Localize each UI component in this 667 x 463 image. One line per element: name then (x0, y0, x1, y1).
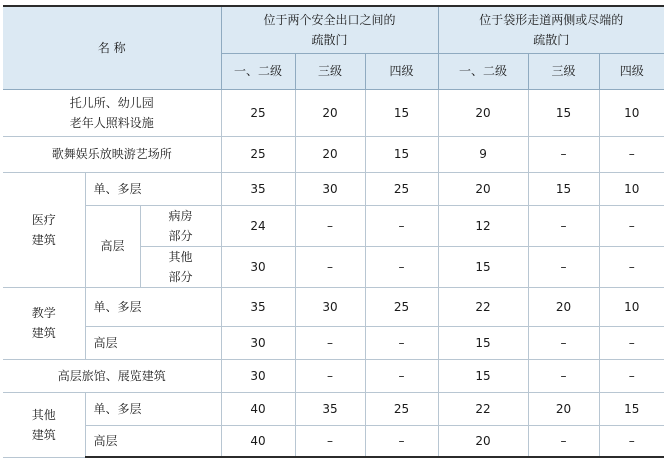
cell: – (528, 326, 599, 359)
cell: – (599, 136, 664, 172)
cell: – (599, 326, 664, 359)
cell: – (295, 246, 365, 287)
table-row (3, 425, 664, 457)
table-row (3, 359, 664, 392)
cell: 25 (365, 172, 438, 205)
evacuation-distance-table (3, 5, 664, 458)
cell: 35 (221, 287, 295, 326)
part-label: 病房 部分 (140, 205, 221, 246)
cell: 25 (221, 89, 295, 136)
cell: 20 (438, 89, 528, 136)
cell: 10 (599, 89, 664, 136)
category-label: 其他 建筑 (3, 392, 85, 457)
cell: 22 (438, 287, 528, 326)
cell: 10 (599, 172, 664, 205)
cell: – (528, 205, 599, 246)
cell: 12 (438, 205, 528, 246)
cell: 15 (599, 392, 664, 425)
table-row (3, 205, 664, 246)
sub-header: 四级 (599, 53, 664, 89)
sub-header: 四级 (365, 53, 438, 89)
subcategory-label: 单、多层 (85, 287, 221, 326)
row-label: 歌舞娱乐放映游艺场所 (3, 136, 221, 172)
row-label: 高层旅馆、展览建筑 (3, 359, 221, 392)
cell: – (599, 205, 664, 246)
cell: 30 (295, 172, 365, 205)
cell: – (599, 425, 664, 457)
cell: 20 (438, 425, 528, 457)
cell: – (295, 326, 365, 359)
cell: – (365, 246, 438, 287)
cell: 20 (295, 136, 365, 172)
cell: 40 (221, 392, 295, 425)
cell: 25 (365, 287, 438, 326)
cell: 10 (599, 287, 664, 326)
cell: – (365, 326, 438, 359)
table-row (3, 172, 664, 205)
cell: – (365, 359, 438, 392)
cell: – (295, 425, 365, 457)
cell: 24 (221, 205, 295, 246)
cell: 30 (221, 359, 295, 392)
cell: 9 (438, 136, 528, 172)
cell: 15 (365, 136, 438, 172)
between-exits-header: 位于两个安全出口之间的 疏散门 (221, 6, 438, 53)
subcategory-label: 高层 (85, 425, 221, 457)
table-row (3, 326, 664, 359)
table-row (3, 136, 664, 172)
subcategory-label: 高层 (85, 326, 221, 359)
cell: 25 (221, 136, 295, 172)
subcategory-label: 高层 (85, 205, 140, 287)
subcategory-label: 单、多层 (85, 392, 221, 425)
cell: – (295, 359, 365, 392)
sub-header: 三级 (295, 53, 365, 89)
category-label: 医疗 建筑 (3, 172, 85, 287)
cell: – (528, 425, 599, 457)
cell: – (528, 359, 599, 392)
sub-header: 三级 (528, 53, 599, 89)
cell: 30 (221, 326, 295, 359)
sub-header: 一、二级 (221, 53, 295, 89)
cell: 15 (438, 326, 528, 359)
cell: 20 (528, 287, 599, 326)
cell: 15 (438, 246, 528, 287)
part-label: 其他 部分 (140, 246, 221, 287)
cell: 22 (438, 392, 528, 425)
cell: – (599, 359, 664, 392)
cell: 40 (221, 425, 295, 457)
cell: 30 (295, 287, 365, 326)
cell: – (365, 205, 438, 246)
cell: 25 (365, 392, 438, 425)
cell: 15 (528, 172, 599, 205)
cell: – (599, 246, 664, 287)
cell: – (365, 425, 438, 457)
category-label: 教学 建筑 (3, 287, 85, 359)
cell: 15 (438, 359, 528, 392)
cell: 20 (438, 172, 528, 205)
cell: 30 (221, 246, 295, 287)
cell: 20 (528, 392, 599, 425)
cell: 15 (528, 89, 599, 136)
cell: 15 (365, 89, 438, 136)
dead-end-header: 位于袋形走道两侧或尽端的 疏散门 (438, 6, 664, 53)
cell: – (528, 136, 599, 172)
table-row (3, 89, 664, 136)
row-label: 托儿所、幼儿园 老年人照料设施 (3, 89, 221, 136)
table-row (3, 287, 664, 326)
name-header: 名 称 (3, 6, 221, 89)
cell: 35 (295, 392, 365, 425)
cell: 20 (295, 89, 365, 136)
cell: 35 (221, 172, 295, 205)
cell: – (295, 205, 365, 246)
subcategory-label: 单、多层 (85, 172, 221, 205)
cell: – (528, 246, 599, 287)
sub-header: 一、二级 (438, 53, 528, 89)
table-row (3, 392, 664, 425)
